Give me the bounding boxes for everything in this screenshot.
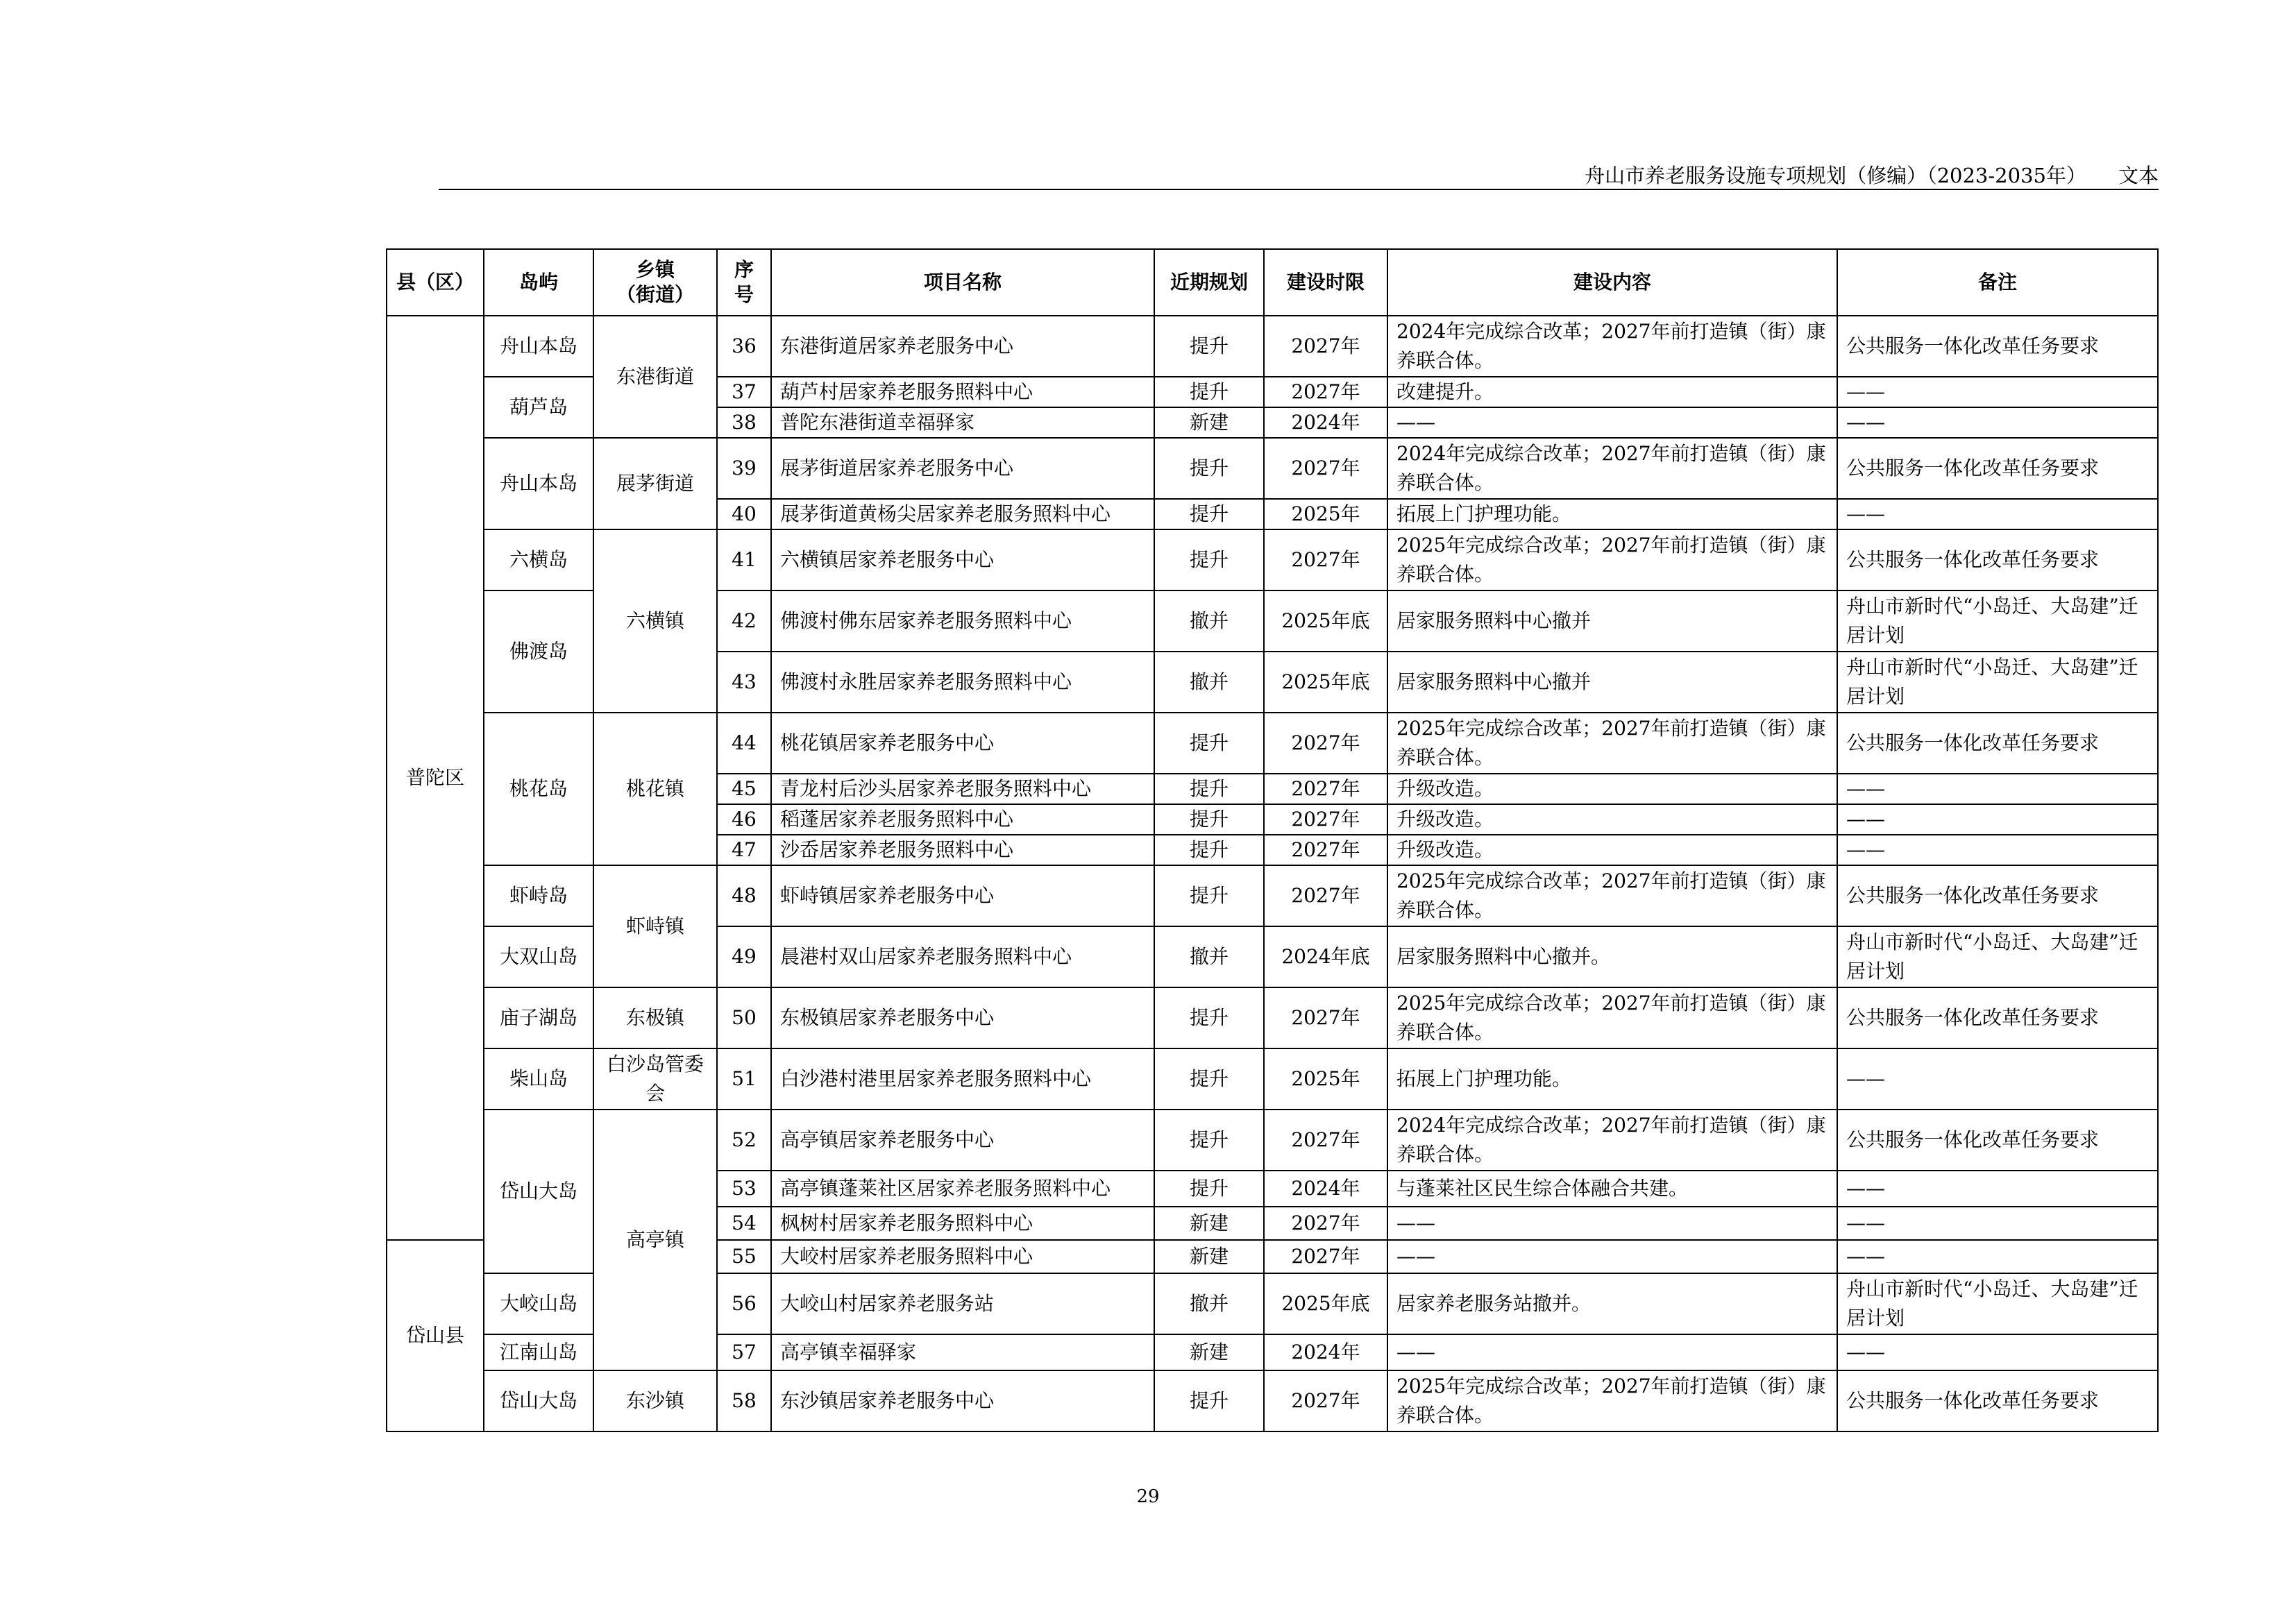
seq-cell: 45	[717, 774, 771, 804]
project-name-cell: 沙岙居家养老服务照料中心	[771, 835, 1154, 865]
content-cell: 2025年完成综合改革；2027年前打造镇（街）康养联合体。	[1387, 529, 1837, 590]
content-cell: 居家服务照料中心撤并	[1387, 590, 1837, 652]
plan-cell: 提升	[1154, 1171, 1264, 1207]
remark-cell: ——	[1837, 1334, 2158, 1370]
island-cell: 舟山本岛	[484, 316, 593, 377]
project-name-cell: 白沙港村港里居家养老服务照料中心	[771, 1048, 1154, 1110]
island-cell: 葫芦岛	[484, 377, 593, 438]
deadline-cell: 2027年	[1264, 1370, 1387, 1431]
project-name-cell: 晨港村双山居家养老服务照料中心	[771, 926, 1154, 987]
island-cell: 佛渡岛	[484, 590, 593, 713]
col-header-township-line2: （街道）	[616, 283, 694, 306]
project-name-cell: 高亭镇蓬莱社区居家养老服务照料中心	[771, 1171, 1154, 1207]
remark-cell: 公共服务一体化改革任务要求	[1837, 1370, 2158, 1431]
content-cell: 2025年完成综合改革；2027年前打造镇（街）康养联合体。	[1387, 865, 1837, 926]
seq-cell: 53	[717, 1171, 771, 1207]
deadline-cell: 2024年底	[1264, 926, 1387, 987]
deadline-cell: 2027年	[1264, 316, 1387, 377]
project-name-cell: 佛渡村佛东居家养老服务照料中心	[771, 590, 1154, 652]
seq-cell: 55	[717, 1240, 771, 1273]
header-title: 舟山市养老服务设施专项规划（修编）（2023-2035年）	[1585, 164, 2086, 187]
table-row	[387, 713, 2158, 774]
seq-cell: 51	[717, 1048, 771, 1110]
seq-cell: 42	[717, 590, 771, 652]
col-header-seq-line2: 号	[734, 283, 754, 306]
remark-cell: 公共服务一体化改革任务要求	[1837, 529, 2158, 590]
deadline-cell: 2027年	[1264, 438, 1387, 499]
county-cell: 岱山县	[387, 1240, 484, 1431]
remark-cell: ——	[1837, 1171, 2158, 1207]
content-cell: 居家服务照料中心撤并。	[1387, 926, 1837, 987]
content-cell: 2024年完成综合改革；2027年前打造镇（街）康养联合体。	[1387, 316, 1837, 377]
page-number: 29	[1136, 1486, 1160, 1507]
remark-cell: ——	[1837, 835, 2158, 865]
township-cell: 展茅街道	[593, 438, 717, 529]
township-cell: 桃花镇	[593, 713, 717, 865]
content-cell: ——	[1387, 1334, 1837, 1370]
table-body	[387, 316, 2158, 1431]
project-name-cell: 桃花镇居家养老服务中心	[771, 713, 1154, 774]
plan-cell: 提升	[1154, 987, 1264, 1048]
seq-cell: 43	[717, 652, 771, 713]
seq-cell: 37	[717, 377, 771, 407]
seq-cell: 47	[717, 835, 771, 865]
island-cell: 虾峙岛	[484, 865, 593, 926]
project-name-cell: 稻蓬居家养老服务照料中心	[771, 804, 1154, 835]
township-cell: 高亭镇	[593, 1110, 717, 1370]
township-cell: 六横镇	[593, 529, 717, 713]
deadline-cell: 2025年底	[1264, 1273, 1387, 1334]
table-row	[387, 987, 2158, 1048]
island-cell: 舟山本岛	[484, 438, 593, 529]
island-cell: 大双山岛	[484, 926, 593, 987]
remark-cell: 舟山市新时代“小岛迁、大岛建”迁居计划	[1837, 652, 2158, 713]
project-name-cell: 虾峙镇居家养老服务中心	[771, 865, 1154, 926]
remark-cell: ——	[1837, 774, 2158, 804]
plan-cell: 撤并	[1154, 652, 1264, 713]
seq-cell: 54	[717, 1207, 771, 1240]
content-cell: 拓展上门护理功能。	[1387, 499, 1837, 529]
deadline-cell: 2024年	[1264, 407, 1387, 438]
plan-cell: 提升	[1154, 835, 1264, 865]
deadline-cell: 2027年	[1264, 377, 1387, 407]
project-name-cell: 佛渡村永胜居家养老服务照料中心	[771, 652, 1154, 713]
island-cell: 六横岛	[484, 529, 593, 590]
deadline-cell: 2024年	[1264, 1334, 1387, 1370]
plan-cell: 提升	[1154, 499, 1264, 529]
content-cell: 与蓬莱社区民生综合体融合共建。	[1387, 1171, 1837, 1207]
content-cell: 居家养老服务站撤并。	[1387, 1273, 1837, 1334]
remark-cell: 公共服务一体化改革任务要求	[1837, 865, 2158, 926]
remark-cell: ——	[1837, 407, 2158, 438]
remark-cell: 公共服务一体化改革任务要求	[1837, 316, 2158, 377]
seq-cell: 49	[717, 926, 771, 987]
deadline-cell: 2025年	[1264, 499, 1387, 529]
col-header-county: 县（区）	[387, 249, 484, 316]
deadline-cell: 2027年	[1264, 774, 1387, 804]
col-header-remark: 备注	[1837, 249, 2158, 316]
col-header-island: 岛屿	[484, 249, 593, 316]
project-name-cell: 东港街道居家养老服务中心	[771, 316, 1154, 377]
plan-cell: 提升	[1154, 1048, 1264, 1110]
project-name-cell: 东沙镇居家养老服务中心	[771, 1370, 1154, 1431]
plan-cell: 提升	[1154, 529, 1264, 590]
plan-cell: 提升	[1154, 865, 1264, 926]
remark-cell: 舟山市新时代“小岛迁、大岛建”迁居计划	[1837, 1273, 2158, 1334]
plan-cell: 提升	[1154, 438, 1264, 499]
plan-cell: 提升	[1154, 1370, 1264, 1431]
county-cell: 普陀区	[387, 316, 484, 1240]
content-cell: 2024年完成综合改革；2027年前打造镇（街）康养联合体。	[1387, 1110, 1837, 1171]
table-row	[387, 438, 2158, 499]
remark-cell: ——	[1837, 1207, 2158, 1240]
remark-cell: ——	[1837, 1240, 2158, 1273]
content-cell: 改建提升。	[1387, 377, 1837, 407]
deadline-cell: 2027年	[1264, 1110, 1387, 1171]
content-cell: ——	[1387, 1240, 1837, 1273]
seq-cell: 48	[717, 865, 771, 926]
seq-cell: 50	[717, 987, 771, 1048]
township-cell: 东极镇	[593, 987, 717, 1048]
deadline-cell: 2027年	[1264, 835, 1387, 865]
content-cell: 升级改造。	[1387, 774, 1837, 804]
plan-cell: 提升	[1154, 804, 1264, 835]
remark-cell: 舟山市新时代“小岛迁、大岛建”迁居计划	[1837, 926, 2158, 987]
project-name-cell: 高亭镇居家养老服务中心	[771, 1110, 1154, 1171]
deadline-cell: 2024年	[1264, 1171, 1387, 1207]
table-row	[387, 865, 2158, 926]
remark-cell: ——	[1837, 1048, 2158, 1110]
project-name-cell: 青龙村后沙头居家养老服务照料中心	[771, 774, 1154, 804]
plan-cell: 撤并	[1154, 590, 1264, 652]
table-row	[387, 1370, 2158, 1431]
plan-cell: 提升	[1154, 1110, 1264, 1171]
facility-plan-table	[386, 248, 2159, 1432]
project-name-cell: 六横镇居家养老服务中心	[771, 529, 1154, 590]
township-cell: 白沙岛管委会	[593, 1048, 717, 1110]
col-header-plan: 近期规划	[1154, 249, 1264, 316]
remark-cell: ——	[1837, 377, 2158, 407]
deadline-cell: 2027年	[1264, 865, 1387, 926]
deadline-cell: 2027年	[1264, 987, 1387, 1048]
deadline-cell: 2025年底	[1264, 652, 1387, 713]
content-cell: 升级改造。	[1387, 835, 1837, 865]
seq-cell: 44	[717, 713, 771, 774]
plan-cell: 提升	[1154, 377, 1264, 407]
plan-cell: 撤并	[1154, 1273, 1264, 1334]
plan-cell: 提升	[1154, 774, 1264, 804]
deadline-cell: 2027年	[1264, 1240, 1387, 1273]
table-row	[387, 316, 2158, 377]
island-cell: 大峧山岛	[484, 1273, 593, 1334]
deadline-cell: 2027年	[1264, 529, 1387, 590]
content-cell: 拓展上门护理功能。	[1387, 1048, 1837, 1110]
project-name-cell: 普陀东港街道幸福驿家	[771, 407, 1154, 438]
table-row	[387, 529, 2158, 590]
table-row	[387, 1110, 2158, 1171]
plan-cell: 新建	[1154, 1240, 1264, 1273]
island-cell: 岱山大岛	[484, 1110, 593, 1273]
project-name-cell: 展茅街道居家养老服务中心	[771, 438, 1154, 499]
seq-cell: 57	[717, 1334, 771, 1370]
seq-cell: 38	[717, 407, 771, 438]
plan-cell: 新建	[1154, 1334, 1264, 1370]
header-rule	[439, 189, 2159, 190]
project-name-cell: 大峧村居家养老服务照料中心	[771, 1240, 1154, 1273]
seq-cell: 40	[717, 499, 771, 529]
island-cell: 柴山岛	[484, 1048, 593, 1110]
col-header-township-line1: 乡镇	[635, 258, 675, 281]
plan-cell: 提升	[1154, 713, 1264, 774]
remark-cell: 公共服务一体化改革任务要求	[1837, 713, 2158, 774]
seq-cell: 56	[717, 1273, 771, 1334]
seq-cell: 41	[717, 529, 771, 590]
project-name-cell: 展茅街道黄杨尖居家养老服务照料中心	[771, 499, 1154, 529]
content-cell: 2025年完成综合改革；2027年前打造镇（街）康养联合体。	[1387, 987, 1837, 1048]
plan-cell: 提升	[1154, 316, 1264, 377]
island-cell: 岱山大岛	[484, 1370, 593, 1431]
content-cell: ——	[1387, 1207, 1837, 1240]
seq-cell: 52	[717, 1110, 771, 1171]
seq-cell: 46	[717, 804, 771, 835]
project-name-cell: 枫树村居家养老服务照料中心	[771, 1207, 1154, 1240]
col-header-content: 建设内容	[1387, 249, 1837, 316]
deadline-cell: 2027年	[1264, 1207, 1387, 1240]
remark-cell: ——	[1837, 499, 2158, 529]
col-header-township	[593, 249, 717, 316]
page-header	[444, 161, 2159, 190]
seq-cell: 58	[717, 1370, 771, 1431]
col-header-seq-line1: 序	[734, 258, 754, 281]
table-row	[387, 1048, 2158, 1110]
deadline-cell: 2025年	[1264, 1048, 1387, 1110]
table-header-row	[387, 249, 2158, 316]
project-name-cell: 东极镇居家养老服务中心	[771, 987, 1154, 1048]
header-doc-type: 文本	[2118, 164, 2159, 187]
content-cell: ——	[1387, 407, 1837, 438]
island-cell: 庙子湖岛	[484, 987, 593, 1048]
remark-cell: 舟山市新时代“小岛迁、大岛建”迁居计划	[1837, 590, 2158, 652]
col-header-project: 项目名称	[771, 249, 1154, 316]
township-cell: 东港街道	[593, 316, 717, 438]
col-header-deadline: 建设时限	[1264, 249, 1387, 316]
content-cell: 2025年完成综合改革；2027年前打造镇（街）康养联合体。	[1387, 1370, 1837, 1431]
content-cell: 2025年完成综合改革；2027年前打造镇（街）康养联合体。	[1387, 713, 1837, 774]
island-cell: 桃花岛	[484, 713, 593, 865]
plan-cell: 撤并	[1154, 926, 1264, 987]
col-header-seq	[717, 249, 771, 316]
content-cell: 居家服务照料中心撤并	[1387, 652, 1837, 713]
seq-cell: 39	[717, 438, 771, 499]
content-cell: 2024年完成综合改革；2027年前打造镇（街）康养联合体。	[1387, 438, 1837, 499]
seq-cell: 36	[717, 316, 771, 377]
deadline-cell: 2027年	[1264, 713, 1387, 774]
remark-cell: 公共服务一体化改革任务要求	[1837, 1110, 2158, 1171]
township-cell: 东沙镇	[593, 1370, 717, 1431]
content-cell: 升级改造。	[1387, 804, 1837, 835]
township-cell: 虾峙镇	[593, 865, 717, 987]
deadline-cell: 2025年底	[1264, 590, 1387, 652]
plan-cell: 新建	[1154, 407, 1264, 438]
deadline-cell: 2027年	[1264, 804, 1387, 835]
project-name-cell: 高亭镇幸福驿家	[771, 1334, 1154, 1370]
plan-cell: 新建	[1154, 1207, 1264, 1240]
remark-cell: 公共服务一体化改革任务要求	[1837, 438, 2158, 499]
project-name-cell: 葫芦村居家养老服务照料中心	[771, 377, 1154, 407]
remark-cell: ——	[1837, 804, 2158, 835]
island-cell: 江南山岛	[484, 1334, 593, 1370]
remark-cell: 公共服务一体化改革任务要求	[1837, 987, 2158, 1048]
project-name-cell: 大峧山村居家养老服务站	[771, 1273, 1154, 1334]
